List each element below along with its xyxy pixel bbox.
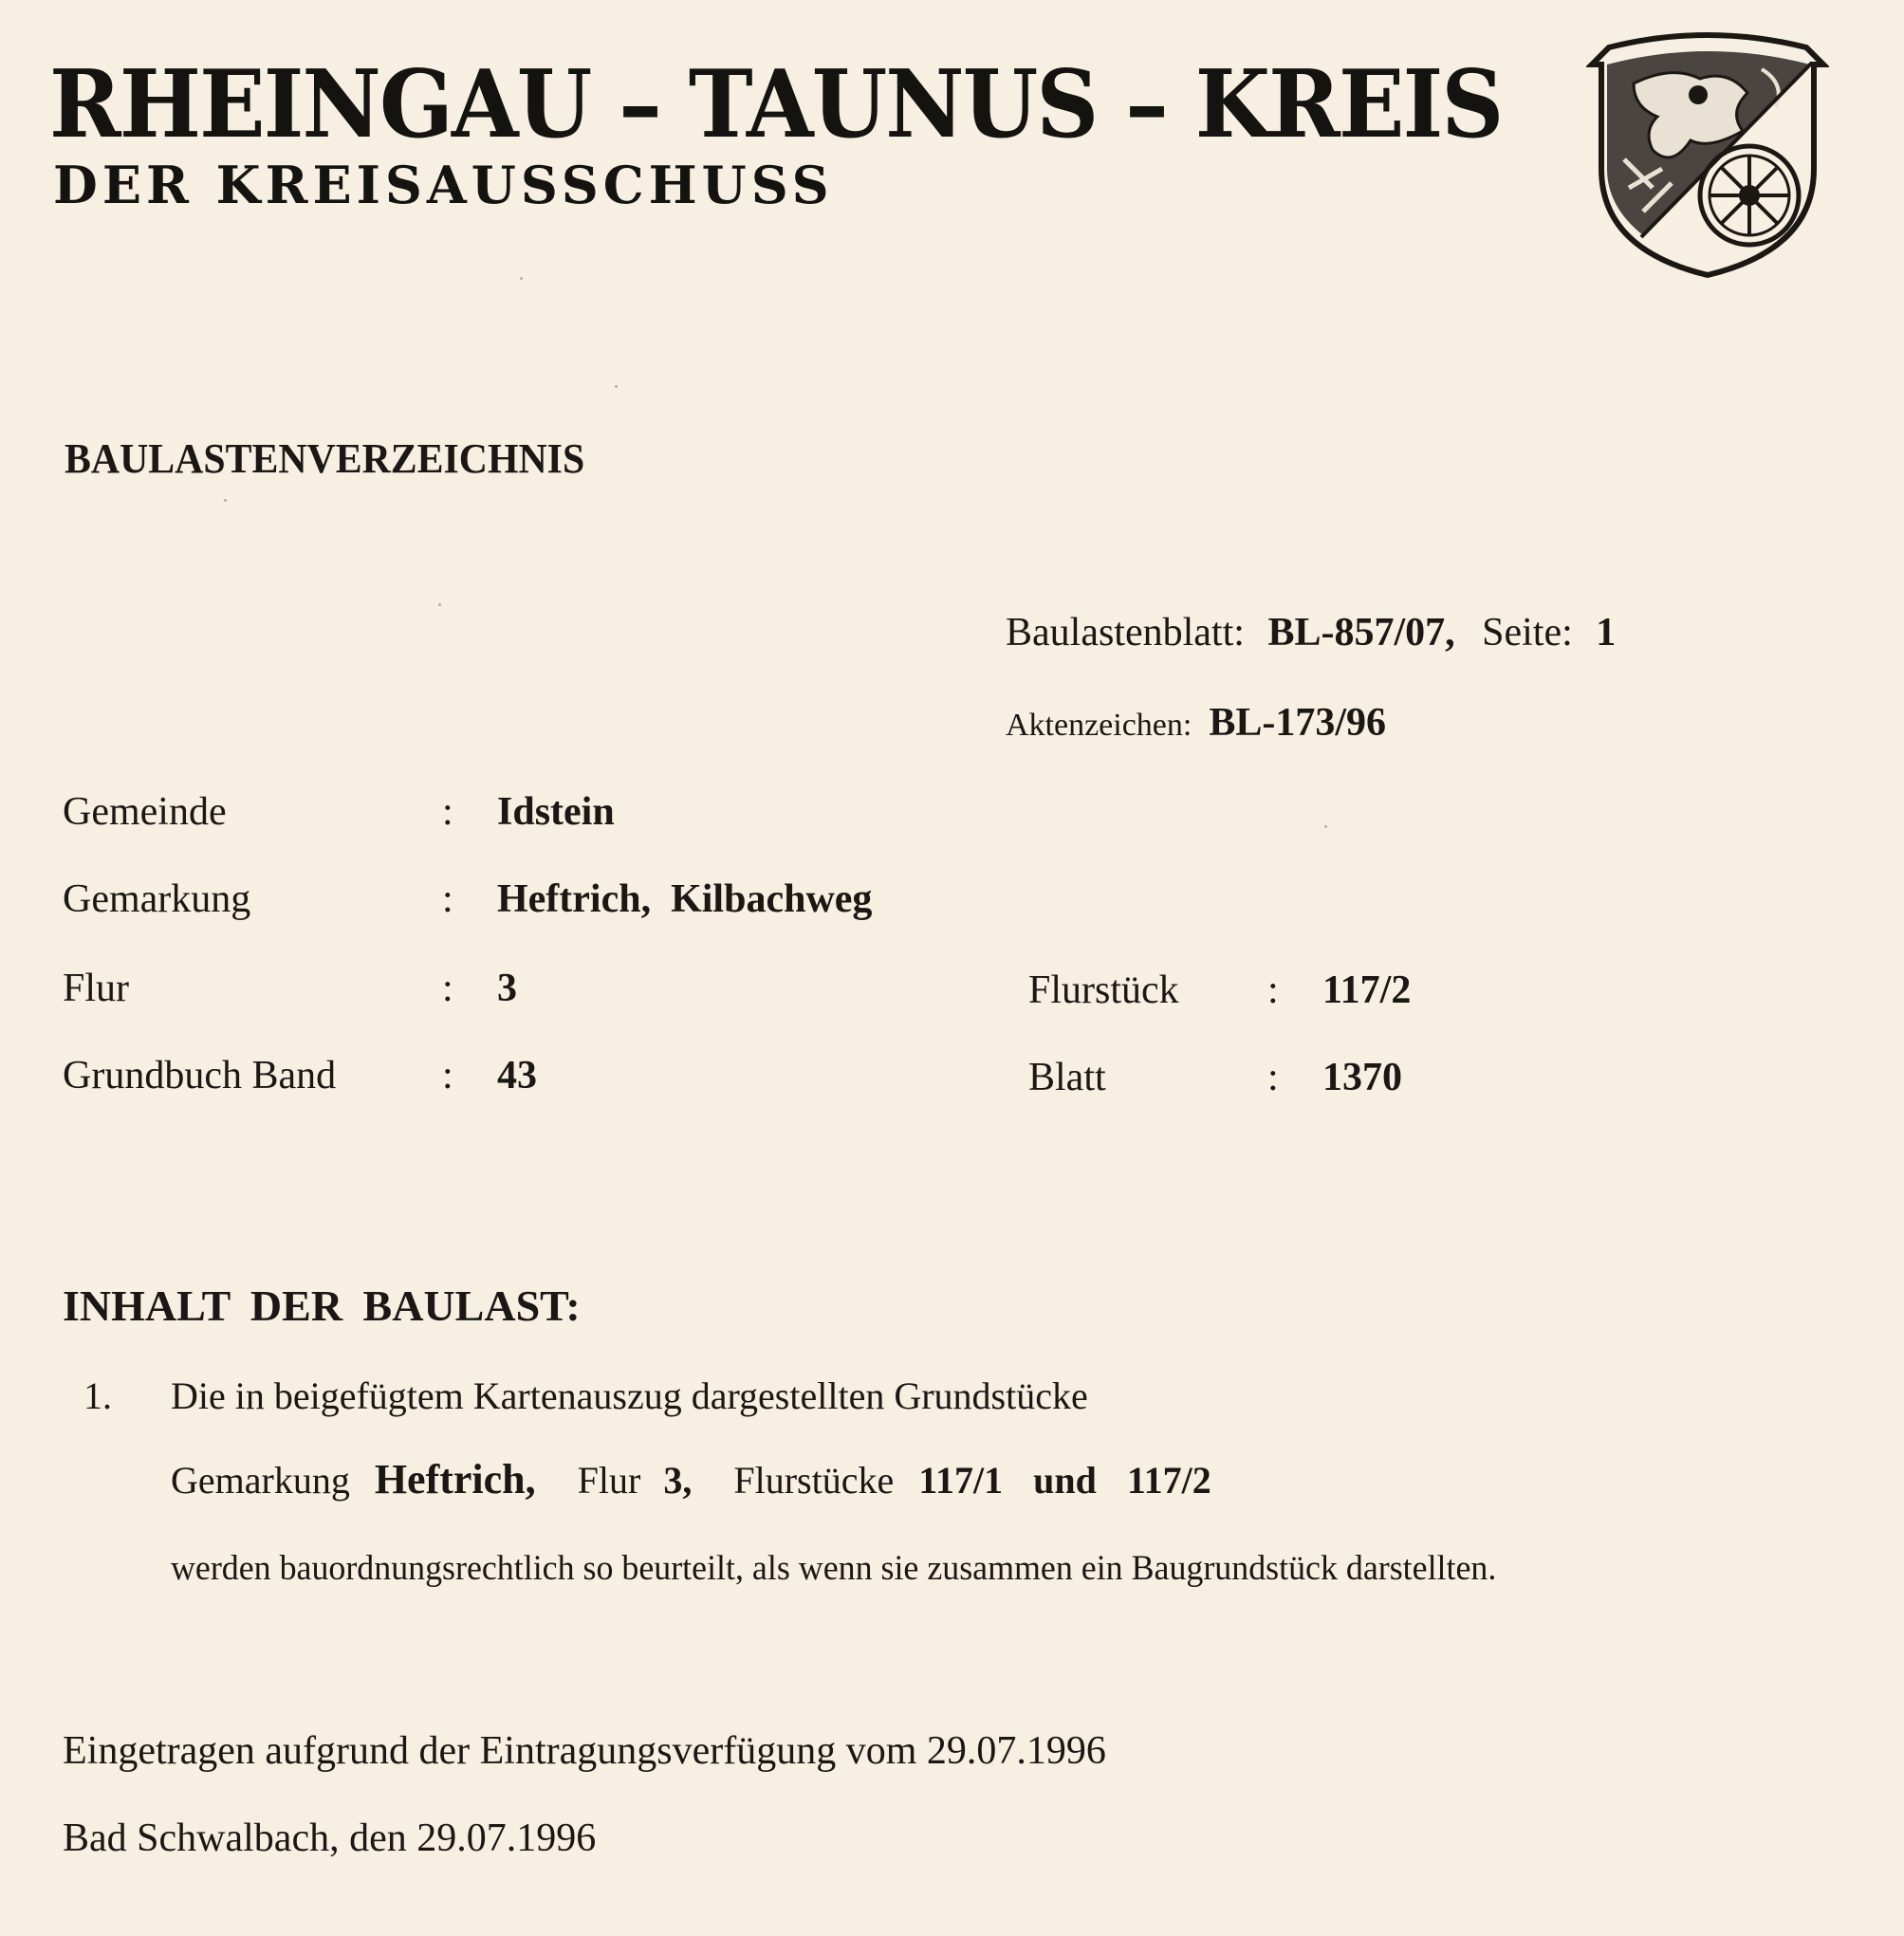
coat-of-arms-icon [1586, 27, 1829, 278]
item-number: 1. [83, 1374, 112, 1417]
baulastenblatt-value: BL-857/07, [1267, 611, 1455, 655]
letterhead-subtitle: DER KREISAUSSCHUSS [53, 155, 834, 215]
gemarkung-label: Gemarkung [63, 877, 251, 921]
flurstueck-colon: : [1267, 968, 1279, 1012]
item-line-1: Die in beigefügtem Kartenauszug dargestellten Grundstücke [171, 1374, 1088, 1417]
gemeinde-label: Gemeinde [63, 790, 227, 834]
blatt-value: 1370 [1322, 1056, 1402, 1099]
flurstuecke-inline-value: 117/1 und 117/2 [918, 1459, 1211, 1502]
blatt-label: Blatt [1028, 1056, 1106, 1099]
flurstueck-value: 117/2 [1322, 968, 1412, 1012]
scan-speck [1324, 825, 1327, 828]
gemarkung-inline-value: Heftrich, [374, 1456, 536, 1503]
flur-value: 3 [497, 967, 517, 1010]
flurstuecke-inline-label: Flurstücke [733, 1459, 895, 1502]
scan-speck [438, 603, 441, 606]
gemeinde-value: Idstein [497, 790, 615, 834]
section-heading: INHALT DER BAULAST: [63, 1281, 581, 1330]
registration-note: Eingetragen aufgrund der Eintragungsverfügung vom 29.07.1996 [63, 1729, 1106, 1773]
scan-speck [615, 385, 618, 388]
aktenzeichen-row [1006, 700, 1386, 746]
flur-label: Flur [63, 967, 130, 1010]
document-heading: BAULASTENVERZEICHNIS [65, 435, 585, 482]
aktenzeichen-value: BL-173/96 [1209, 701, 1387, 745]
blatt-colon: : [1267, 1056, 1279, 1099]
gemeinde-colon: : [442, 790, 453, 834]
field-gemeinde [63, 789, 227, 835]
scan-speck [520, 277, 523, 280]
aktenzeichen-label: Aktenzeichen: [1006, 708, 1192, 743]
baulastenblatt-row [1006, 610, 1616, 655]
place-date: Bad Schwalbach, den 29.07.1996 [63, 1816, 597, 1860]
seite-label: Seite: [1482, 611, 1573, 655]
baulastenblatt-label: Baulastenblatt: [1006, 611, 1245, 655]
grundbuch-band-colon: : [442, 1054, 453, 1097]
gemarkung-inline-label: Gemarkung [171, 1459, 350, 1502]
gemarkung-value: Heftrich, Kilbachweg [497, 877, 873, 921]
grundbuch-band-label: Grundbuch Band [63, 1054, 337, 1097]
item-line-2 [171, 1455, 1211, 1503]
grundbuch-band-value: 43 [497, 1054, 537, 1097]
flur-inline-value: 3, [663, 1459, 693, 1502]
flur-inline-label: Flur [577, 1459, 641, 1502]
gemarkung-colon: : [442, 877, 453, 921]
seite-value: 1 [1596, 611, 1617, 655]
scan-speck [224, 499, 227, 502]
item-line-3: werden bauordnungsrechtlich so beurteilt, als wenn sie zusammen ein Baugrundstück darstellten. [171, 1549, 1497, 1588]
flurstueck-label: Flurstück [1028, 968, 1179, 1012]
flur-colon: : [442, 967, 453, 1010]
letterhead-title: RHEINGAU – TAUNUS – KREIS [49, 50, 1503, 159]
